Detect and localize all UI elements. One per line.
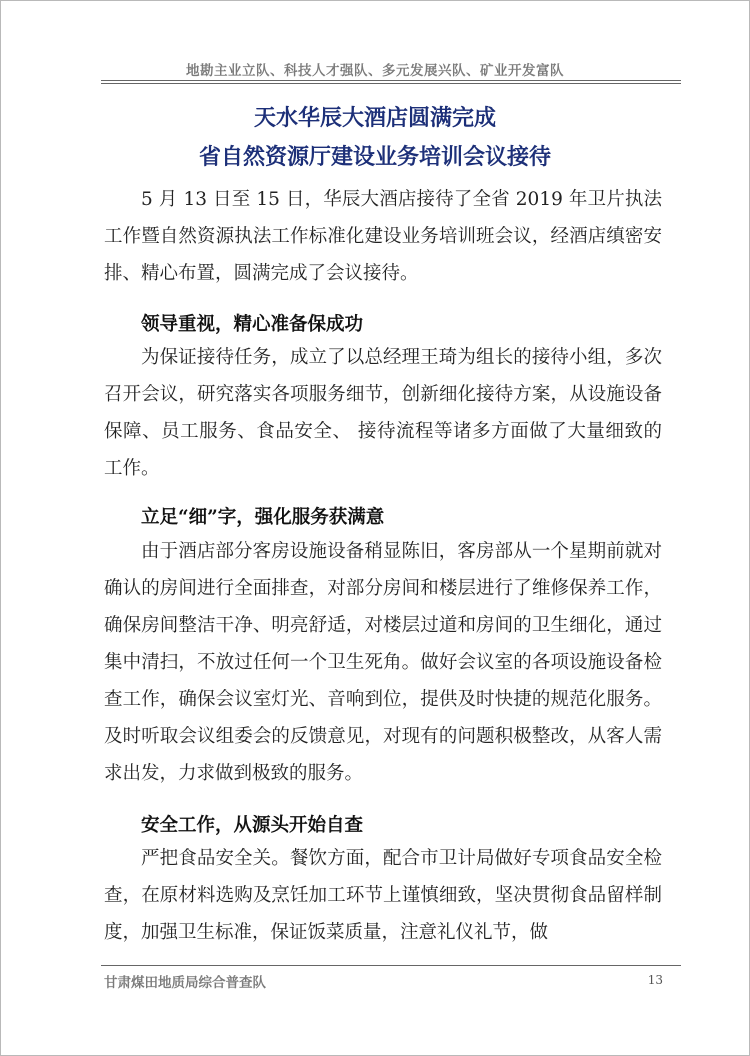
section-paragraph-safety: 严把食品安全关。餐饮方面，配合市卫计局做好专项食品安全检查，在原材料选购及烹饪加工环节上谨慎细致，坚决贯彻食品留样制度，加强卫生标准，保证饭菜质量，注意礼仪礼节，做 xyxy=(104,848,662,943)
section-paragraph-leadership: 为保证接待任务，成立了以总经理王琦为组长的接待小组，多次召开会议，研究落实各项服务细节，创新细化接待方案，从设施设备保障、员工服务、食品安全、 接待流程等诸多方面做了大量细致的工作。 xyxy=(104,347,662,479)
section-heading-safety: 安全工作，从源头开始自查 xyxy=(141,815,364,836)
article-title-line-2: 省自然资源厅建设业务培训会议接待 xyxy=(198,145,551,170)
intro-paragraph: 5 月 13 日至 15 日，华辰大酒店接待了全省 2019 年卫片执法工作暨自然资源执法工作标准化建设业务培训班会议，经酒店缜密安排、精心布置，圆满完成了会议接待。 xyxy=(104,189,662,284)
section-heading-leadership: 领导重视，精心准备保成功 xyxy=(141,314,364,335)
section-paragraph-service: 由于酒店部分客房设施设备稍显陈旧，客房部从一个星期前就对确认的房间进行全面排查，对部分房间和楼层进行了维修保养工作，确保房间整洁干净、明亮舒适，对楼层过道和房间的卫生细化，通过集中清扫，不放过任何一个卫生死角。做好会议室的各项设施设备检查工作，确保会议室灯光、音响到位，提供及时快捷的规范化服务。及时听取会议组委会的反馈意见，对现有的问题积极整改，从客人需求出发，力求做到极致的服务。 xyxy=(104,541,662,784)
article-title-line-1: 天水华辰大酒店圆满完成 xyxy=(253,106,496,131)
footer-rule xyxy=(101,965,681,966)
running-header: 地勘主业立队、科技人才强队、多元发展兴队、矿业开发富队 xyxy=(186,63,564,79)
page-number: 13 xyxy=(647,973,663,987)
footer-organization: 甘肃煤田地质局综合普查队 xyxy=(104,975,266,991)
section-heading-service: 立足“细”字，强化服务获满意 xyxy=(141,507,385,528)
header-rule xyxy=(101,80,681,84)
